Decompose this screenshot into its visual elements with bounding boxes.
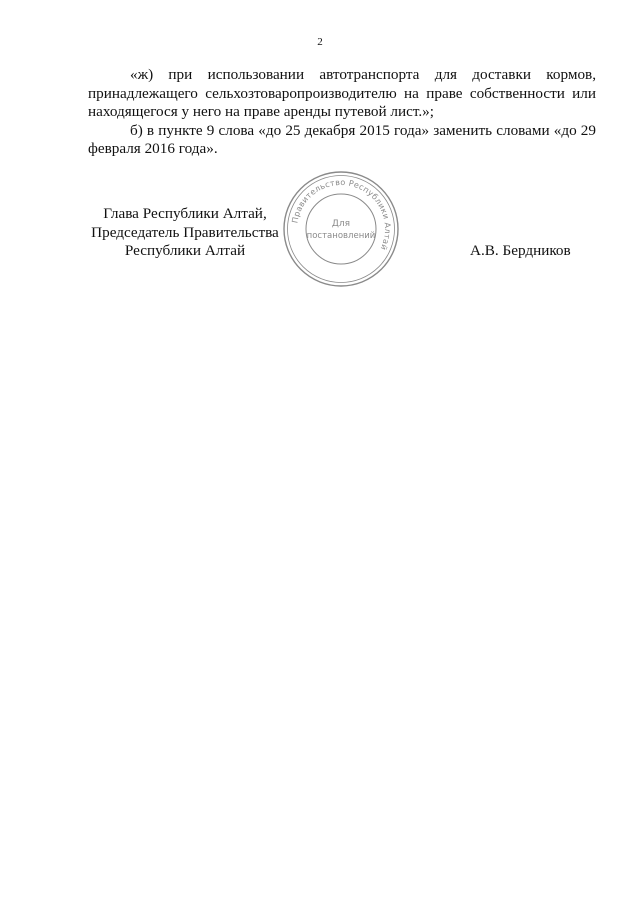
seal-center-line-2: постановлений <box>306 231 376 241</box>
signer-title-line-1: Глава Республики Алтай, <box>103 205 267 222</box>
signature-block <box>88 205 282 261</box>
signer-name: А.В. Бердников <box>470 242 571 259</box>
official-seal-stamp <box>282 170 400 288</box>
paragraph-b: б) в пункте 9 слова «до 25 декабря 2015 года» заменить словами «до 29 февраля 2016 года». <box>88 121 596 157</box>
seal-second-ring <box>288 176 395 283</box>
signer-title-line-3: Республики Алтай <box>124 242 246 259</box>
seal-center-line-1: Для <box>331 219 351 229</box>
paragraph-zh: «ж) при использовании автотранспорта для доставки кормов, принадлежащего сельхозтоваропроизводителю на праве собственности или находящегося у него на праве аренды путевой лист.»; <box>88 66 596 120</box>
seal-inner-ring <box>306 194 376 264</box>
signer-title-line-2: Председатель Правительства <box>91 223 279 241</box>
seal-outer-ring <box>284 172 398 286</box>
seal-ring-text: Правительство Республики Алтай <box>290 177 393 252</box>
document-body <box>88 66 596 159</box>
page-number: 2 <box>317 36 323 48</box>
